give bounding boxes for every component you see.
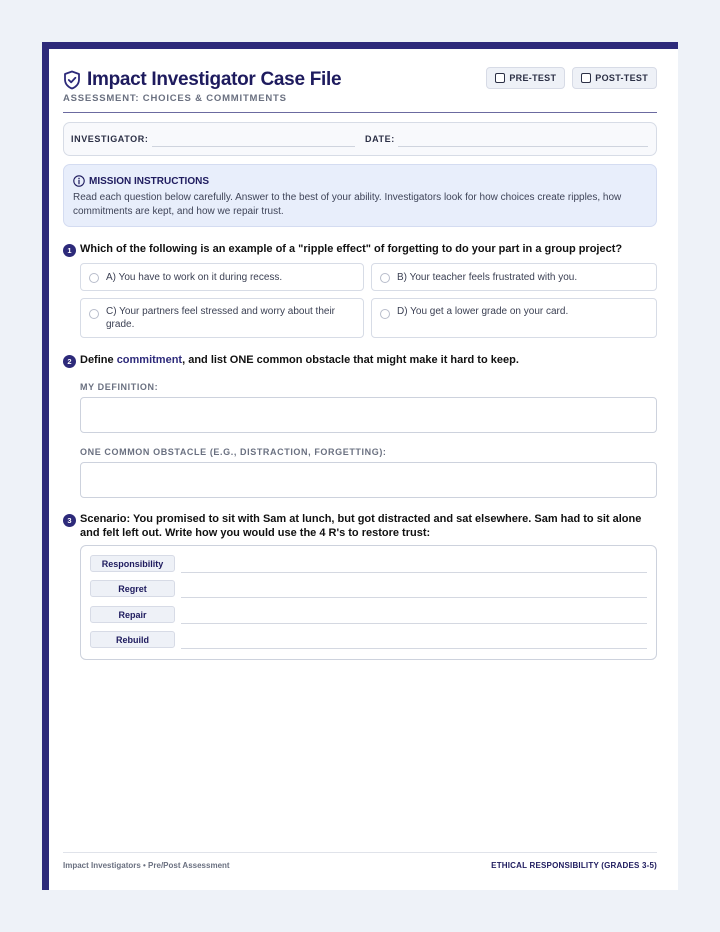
worksheet-page xyxy=(42,42,678,890)
pre-test-label: PRE-TEST xyxy=(509,73,557,83)
repair-input[interactable] xyxy=(181,623,647,624)
info-icon xyxy=(73,175,85,187)
option-d-text: D) You get a lower grade on your card. xyxy=(397,306,569,317)
page-title: Impact Investigator Case File xyxy=(87,69,342,90)
question-2-highlight: commitment xyxy=(116,354,183,366)
header xyxy=(63,63,657,113)
responsibility-input[interactable] xyxy=(181,572,647,573)
question-1-badge: 1 xyxy=(63,244,76,257)
date-label: DATE: xyxy=(365,134,395,144)
checkbox-icon xyxy=(495,73,505,83)
title-row xyxy=(63,69,341,91)
question-1-option-c[interactable] xyxy=(80,298,364,338)
radio-icon xyxy=(89,273,99,283)
footer xyxy=(63,852,657,872)
investigator-label: INVESTIGATOR: xyxy=(71,134,149,144)
question-3-text xyxy=(80,512,657,540)
option-c-text: C) Your partners feel stressed and worry about their grade. xyxy=(106,306,336,330)
investigator-field[interactable] xyxy=(152,146,355,147)
question-3-badge: 3 xyxy=(63,514,76,527)
scenario-lead: Scenario: xyxy=(80,513,131,525)
obstacle-input[interactable] xyxy=(80,462,657,498)
rebuild-input[interactable] xyxy=(181,648,647,649)
regret-input[interactable] xyxy=(181,597,647,598)
page-content xyxy=(63,49,657,890)
footer-left: Impact Investigators • Pre/Post Assessment xyxy=(63,861,230,870)
question-1-option-d[interactable] xyxy=(371,298,657,338)
r-chip-responsibility: Responsibility xyxy=(90,555,175,572)
date-field[interactable] xyxy=(398,146,648,147)
investigator-row xyxy=(63,122,657,156)
question-1-option-a[interactable] xyxy=(80,263,364,291)
pre-test-checkbox[interactable] xyxy=(486,67,565,89)
radio-icon xyxy=(380,273,390,283)
question-1-option-b[interactable] xyxy=(371,263,657,291)
radio-icon xyxy=(380,309,390,319)
mission-text: Read each question below carefully. Answer to the best of your ability. Investigators look for how choices create ripples, how commitments are kept, and how we repair trust. xyxy=(73,192,622,217)
question-2-text-before: Define xyxy=(80,354,117,366)
option-a-text: A) You have to work on it during recess. xyxy=(106,272,283,283)
definition-input[interactable] xyxy=(80,397,657,433)
question-1-text: Which of the following is an example of a "ripple effect" of forgetting to do your part in a group project? xyxy=(80,243,623,255)
r-chip-rebuild: Rebuild xyxy=(90,631,175,648)
mission-title: MISSION INSTRUCTIONS xyxy=(89,175,210,187)
four-rs-box xyxy=(80,545,657,660)
question-2-text-after: , and list ONE common obstacle that might make it hard to keep. xyxy=(182,354,519,366)
post-test-label: POST-TEST xyxy=(595,73,648,83)
option-b-text: B) Your teacher feels frustrated with you. xyxy=(397,272,578,283)
scenario-text: You promised to sit with Sam at lunch, but got distracted and sat elsewhere. Sam had to sit alone and felt left out. Write how you would use the 4 R's to restore trust: xyxy=(80,513,642,539)
post-test-checkbox[interactable] xyxy=(572,67,657,89)
question-2-text xyxy=(80,353,657,367)
radio-icon xyxy=(89,309,99,319)
mission-instructions xyxy=(63,164,657,227)
page-subtitle: ASSESSMENT: CHOICES & COMMITMENTS xyxy=(63,93,287,104)
checkbox-icon xyxy=(581,73,591,83)
r-chip-regret: Regret xyxy=(90,580,175,597)
footer-right: ETHICAL RESPONSIBILITY (GRADES 3-5) xyxy=(491,861,657,870)
test-type-toggles xyxy=(486,67,657,89)
question-2-badge: 2 xyxy=(63,355,76,368)
shield-check-icon xyxy=(63,70,81,90)
mission-header xyxy=(73,175,209,187)
r-chip-repair: Repair xyxy=(90,606,175,623)
definition-label: MY DEFINITION: xyxy=(80,382,159,392)
obstacle-label: ONE COMMON OBSTACLE (E.G., DISTRACTION, FORGETTING): xyxy=(80,447,387,457)
